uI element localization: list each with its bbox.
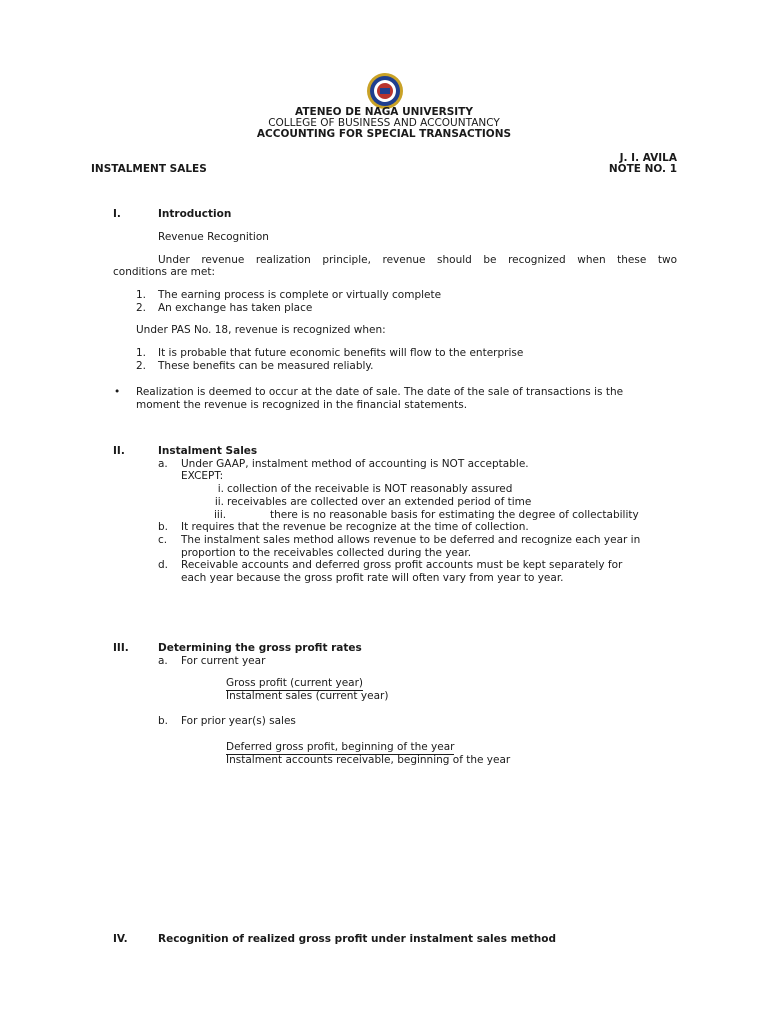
section-2-title: Instalment Sales: [158, 445, 258, 457]
university-seal-logo: [366, 72, 404, 110]
except-iii-text: there is no reasonable basis for estimating the degree of collectability: [270, 509, 639, 521]
item-d-line-2: each year because the gross profit rate will often vary from year to year.: [181, 572, 564, 584]
author-name: J. I. AVILA: [619, 152, 677, 164]
item-b-label: b.: [158, 521, 169, 533]
condition-1: The earning process is complete or virtually complete: [158, 289, 442, 301]
note-number: NOTE NO. 1: [608, 163, 677, 175]
item-c-label: c.: [158, 534, 168, 546]
item-c-line-2: proportion to the receivables collected during the year.: [181, 547, 472, 559]
section-3-title: Determining the gross profit rates: [158, 642, 362, 654]
section-2-number: II.: [113, 445, 125, 457]
pas-item-1-number: 1.: [136, 347, 147, 359]
realization-bullet-line-2: moment the revenue is recognized in the financial statements.: [136, 399, 468, 411]
section-4-title: Recognition of realized gross profit under instalment sales method: [158, 933, 556, 945]
section-4-number: IV.: [113, 933, 128, 945]
gp-rate-prior-denominator: Instalment accounts receivable, beginning of the year: [226, 754, 511, 766]
realization-paragraph-line-2: conditions are met:: [113, 266, 216, 278]
pas-item-2-number: 2.: [136, 360, 147, 372]
except-label: EXCEPT:: [181, 470, 224, 482]
item-a-label: a.: [158, 458, 168, 470]
topic-title: INSTALMENT SALES: [91, 163, 207, 175]
item-d-line-1: Receivable accounts and deferred gross profit accounts must be kept separately for: [181, 559, 623, 571]
item-3a-label: a.: [158, 655, 168, 667]
section-1-subtitle: Revenue Recognition: [158, 231, 269, 243]
bullet-icon: •: [114, 386, 121, 398]
gp-rate-current-denominator: Instalment sales (current year): [226, 690, 389, 702]
except-iii-label: iii.: [214, 509, 227, 521]
item-3b-text: For prior year(s) sales: [181, 715, 296, 727]
item-3a-text: For current year: [181, 655, 266, 667]
realization-bullet-line-1: Realization is deemed to occur at the date of sale. The date of the sale of transactions is the: [136, 386, 624, 398]
condition-2: An exchange has taken place: [158, 302, 313, 314]
except-ii-text: receivables are collected over an extended period of time: [227, 496, 532, 508]
item-d-label: d.: [158, 559, 169, 571]
college-name: COLLEGE OF BUSINESS AND ACCOUNTANCY: [268, 117, 500, 129]
section-1-number: I.: [113, 208, 121, 220]
realization-paragraph-line-1: Under revenue realization principle, revenue should be recognized when these two: [158, 254, 677, 266]
pas-intro: Under PAS No. 18, revenue is recognized when:: [136, 324, 386, 336]
item-b-text: It requires that the revenue be recognize at the time of collection.: [181, 521, 529, 533]
section-3-number: III.: [113, 642, 129, 654]
pas-item-1: It is probable that future economic benefits will flow to the enterprise: [158, 347, 524, 359]
item-3b-label: b.: [158, 715, 169, 727]
item-c-line-1: The instalment sales method allows revenue to be deferred and recognize each year in: [181, 534, 641, 546]
condition-2-number: 2.: [136, 302, 147, 314]
except-i-text: collection of the receivable is NOT reasonably assured: [227, 483, 513, 495]
university-name: ATENEO DE NAGA UNIVERSITY: [295, 106, 473, 118]
section-1-title: Introduction: [158, 208, 232, 220]
course-title: ACCOUNTING FOR SPECIAL TRANSACTIONS: [256, 128, 512, 140]
except-ii-label: ii.: [214, 496, 224, 508]
gp-rate-prior-numerator: Deferred gross profit, beginning of the year: [226, 741, 455, 753]
gp-rate-current-numerator: Gross profit (current year): [226, 677, 364, 689]
item-a-text: Under GAAP, instalment method of accounting is NOT acceptable.: [181, 458, 529, 470]
pas-item-2: These benefits can be measured reliably.: [158, 360, 374, 372]
condition-1-number: 1.: [136, 289, 147, 301]
except-i-label: i.: [217, 483, 224, 495]
